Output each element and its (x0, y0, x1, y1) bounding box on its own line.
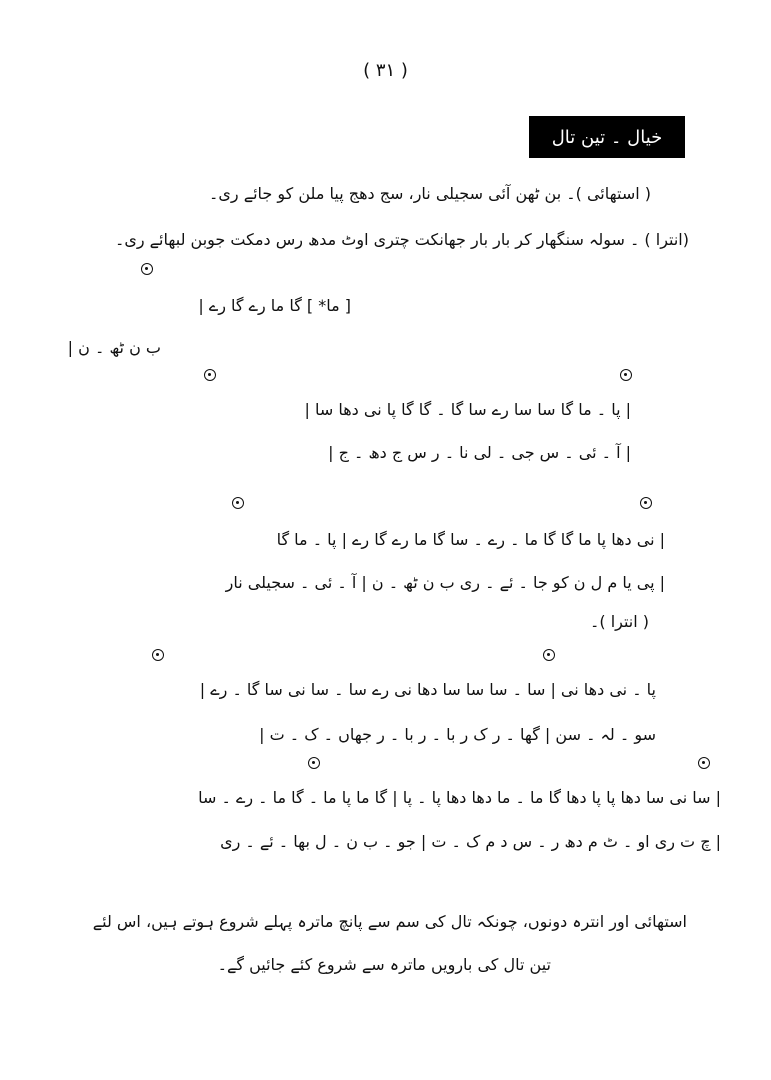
sam-mark-icon (232, 497, 244, 509)
sam-mark-icon (308, 757, 320, 769)
sam-mark-icon (620, 369, 632, 381)
antara-label: ( انترا )۔ (590, 612, 650, 631)
sam-mark-icon (152, 649, 164, 661)
footnote-line-2: تین تال کی بارویں ماترہ سے شروع کئے جائیں گے۔ (217, 955, 551, 974)
antara-line: (انترا ) ۔ سولہ سنگھار کر بار بار جھانکت چتری اوٹ مدھ رس دمکت جوبن لبھائے ری۔ (114, 230, 689, 249)
sam-mark-icon (204, 369, 216, 381)
sam-mark-icon (141, 263, 153, 275)
notation-row4-swar: پا ۔ نی دھا نی | سا ۔ سا سا سا دھا نی رے سا ۔ سا نی سا گا ۔ رے | (199, 680, 656, 699)
footnote-line-1: استھائی اور انترہ دونوں، چونکہ تال کی سم سے پانچ ماترہ پہلے شروع ہوتے ہیں، اس لئے (92, 912, 687, 931)
notation-row3-swar: | نی دھا پا ما گا گا ما ۔ رے ۔ سا گا ما رے گا رے | پا ۔ ما گا (276, 530, 665, 549)
section-title: خیال ۔ تین تال (529, 116, 685, 158)
notation-row2-swar: | پا ۔ ما گا سا سا رے سا گا ۔ گا گا پا نی دھا سا | (304, 400, 631, 419)
notation-row5-bol: | چ ت ری او ۔ ٹ م دھ ر ۔ س د م ک ۔ ت | جو ۔ ب ن ۔ ل بھا ۔ ئے ۔ ری (220, 832, 721, 851)
notation-row5-swar: | سا نی سا دھا پا پا دھا گا ما ۔ ما دھا دھا پا ۔ پا | گا ما پا ما ۔ گا ما ۔ رے ۔ سا (198, 788, 721, 807)
notation-row2-bol: | آ ۔ ئی ۔ س جی ۔ لی نا ۔ ر س ج دھ ۔ ج | (328, 443, 631, 462)
sam-mark-icon (698, 757, 710, 769)
sam-mark-icon (543, 649, 555, 661)
notation-row1-bol: ب ن ٹھ ۔ ن | (67, 338, 161, 357)
page-number: ( ۳۱ ) (363, 60, 408, 81)
notation-row1-swar: [ ما* ] گا ما رے گا رے | (198, 296, 351, 315)
notation-row3-bol: | پی یا م ل ن کو جا ۔ ئے ۔ ری ب ن ٹھ ۔ ن | آ ۔ ئی ۔ سجیلی نار (225, 573, 665, 592)
asthai-line: ( استھائی )۔ بن ٹھن آئی سجیلی نار، سج دھج پیا ملن کو جائے ری۔ (209, 184, 651, 203)
sam-mark-icon (640, 497, 652, 509)
notation-row4-bol: سو ۔ لہ ۔ سن | گھا ۔ ر ک ر با ۔ ر با ۔ ر جھاں ۔ ک ۔ ت | (259, 725, 656, 744)
